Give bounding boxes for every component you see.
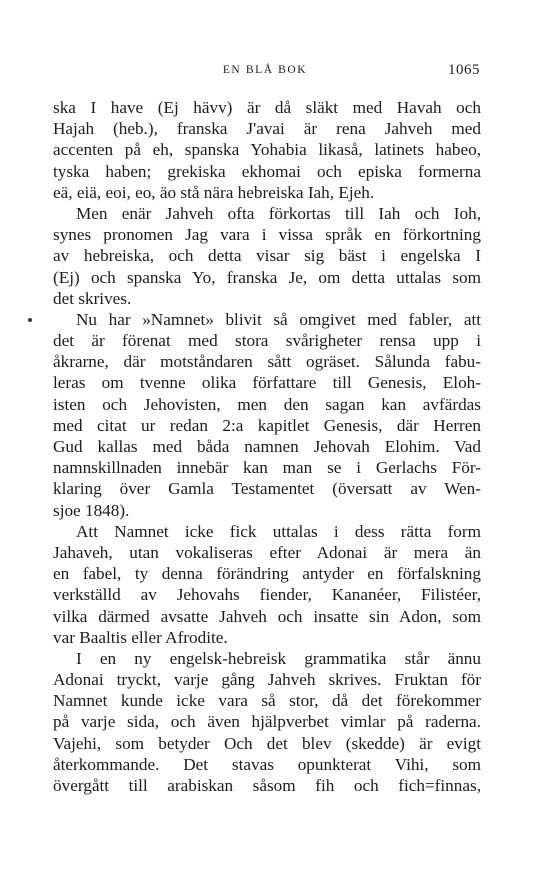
- running-head-title: EN BLÅ BOK: [222, 64, 308, 76]
- text-line: Gud kallas med båda namnen Jehovah Elohim. Vad: [53, 437, 481, 456]
- text-line: ska I have (Ej hävv) är då släkt med Havah och: [53, 98, 481, 117]
- text-line: Men enär Jahveh ofta förkortas till Iah och Ioh,: [76, 203, 481, 223]
- text-line: Vajehi, som betyder Och det blev (skedde) är evigt: [53, 733, 481, 753]
- text-line: isten och Jehovisten, men den sagan kan avfärdas: [53, 394, 481, 414]
- text-line: accenten på eh, spanska Yohabia likaså, latinets habeo,: [53, 140, 481, 160]
- text-line: I en ny engelsk-hebreisk grammatika står ännu: [76, 648, 481, 668]
- body-text: [53, 97, 481, 796]
- text-line: leras om tvenne olika författare till Genesis, Eloh-: [53, 373, 481, 393]
- text-line: Namnet kunde icke vara så stor, då det förekommer: [53, 691, 481, 711]
- text-line: av hebreiska, och detta visar sig bäst i engelska I: [53, 246, 481, 266]
- text-line: återkommande. Det stavas opunkterat Vihi, som: [53, 754, 481, 774]
- text-line: verkställd av Jehovahs fiender, Kananéer, Filistéer,: [53, 585, 481, 605]
- text-line: eä, eiä, eoi, eo, äo stå nära hebreiska Iah, Ejeh.: [53, 182, 375, 202]
- text-line: Adonai tryckt, varje gång Jahveh skrives. Fruktan för: [53, 670, 481, 690]
- text-line: Jahaveh, utan vokaliseras efter Adonai är mera än: [53, 542, 481, 562]
- text-line: det är förenat med stora svårigheter rensa upp i: [53, 331, 481, 351]
- running-head: [50, 62, 480, 82]
- page-number: 1065: [448, 62, 480, 78]
- text-line: på varje sida, och även hjälpverbet vimlar på raderna.: [53, 712, 481, 732]
- text-line: åkrarne, där motståndaren sått ogräset. Sålunda fabu-: [53, 352, 481, 372]
- text-line: en fabel, ty denna förändring antyder en förfalskning: [53, 564, 481, 584]
- text-line: klaring över Gamla Testamentet (översatt av Wen-: [53, 479, 481, 499]
- text-line: Nu har »Namnet» blivit så omgivet med fabler, att: [76, 309, 481, 329]
- text-line: det skrives.: [53, 288, 132, 308]
- text-line: vilka därmed avsatte Jahveh och insatte sin Adon, som: [53, 606, 481, 626]
- margin-dot-mark: [28, 318, 32, 322]
- text-line: namnskillnaden innebär kan man se i Gerlachs För-: [53, 458, 481, 478]
- text-line: synes pronomen Jag vara i vissa språk en förkortning: [53, 225, 481, 245]
- text-line: Att Namnet icke fick uttalas i dess rätta form: [76, 521, 481, 541]
- text-line: Hajah (heb.), franska J'avai är rena Jahveh med: [53, 119, 481, 139]
- text-line: med citat ur redan 2:a kapitlet Genesis, där Herren: [53, 415, 481, 435]
- text-line: tyska haben; grekiska ekhomai och episka formerna: [53, 161, 481, 181]
- text-line: (Ej) och spanska Yo, franska Je, om detta uttalas som: [53, 267, 481, 287]
- text-line: sjoe 1848).: [53, 500, 130, 520]
- text-line: övergått till arabiskan såsom fih och fich=finnas,: [53, 776, 481, 795]
- text-line: var Baaltis eller Afrodite.: [53, 627, 228, 647]
